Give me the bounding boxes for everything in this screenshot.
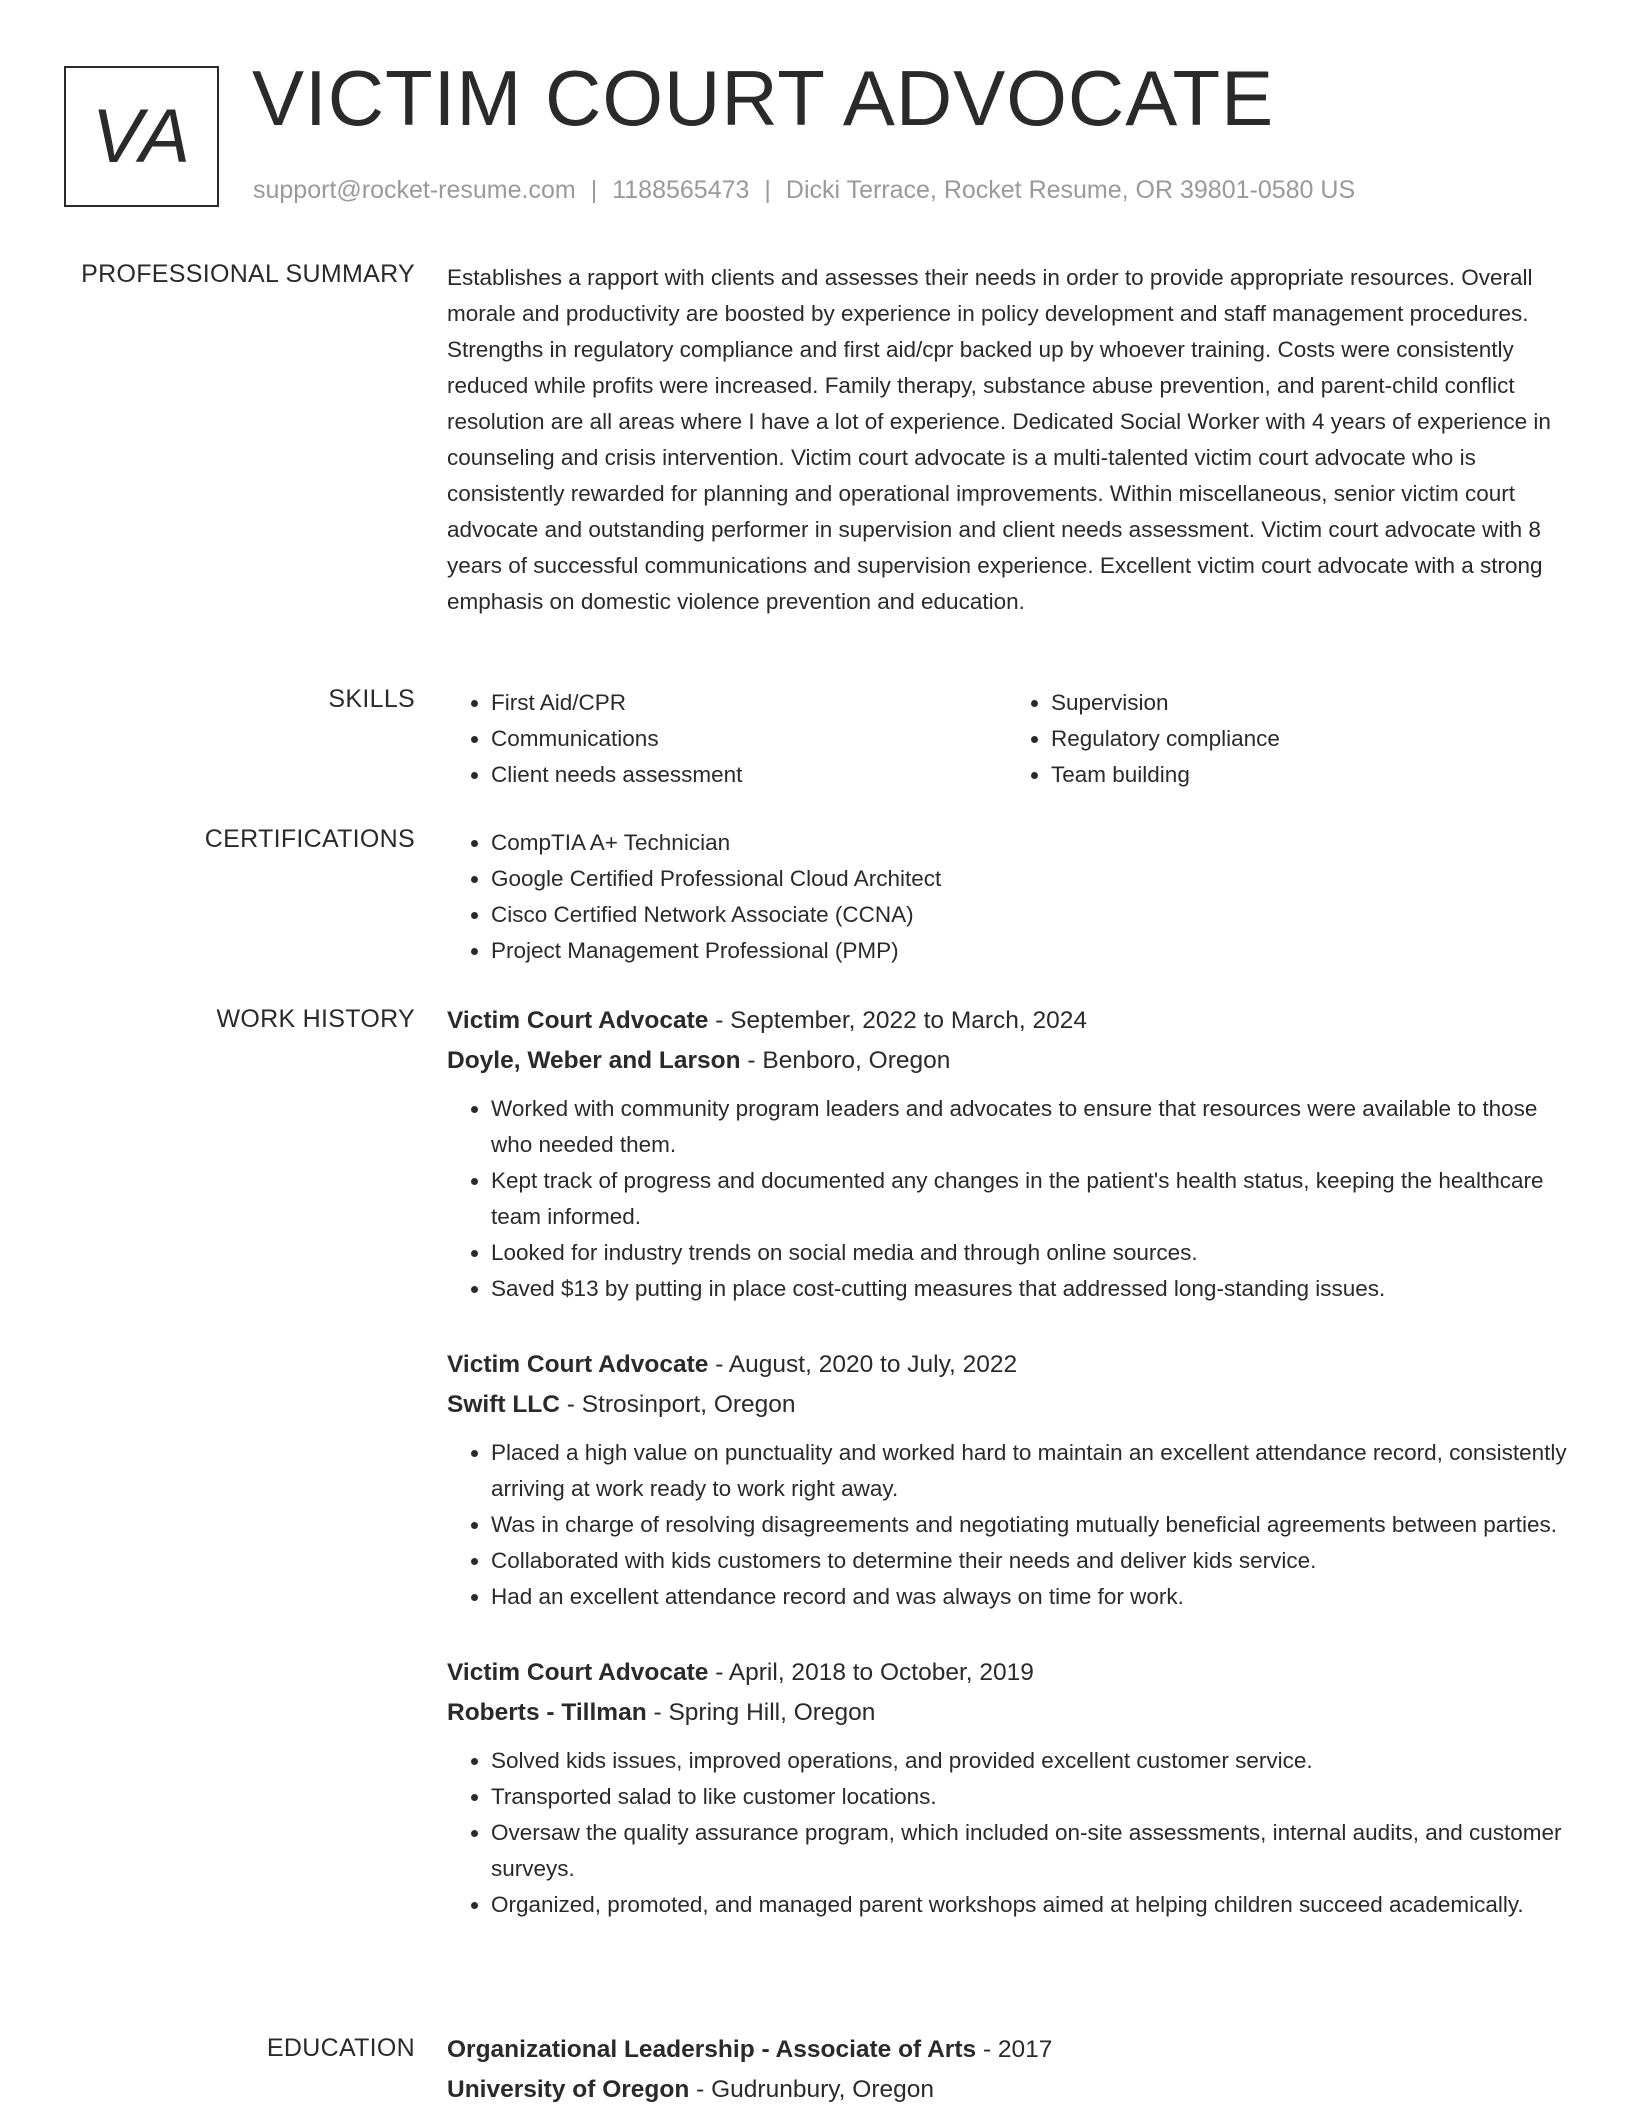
skills-list (447, 685, 1567, 793)
job-heading (447, 1001, 1567, 1041)
contact-address: Dicki Terrace, Rocket Resume, OR 39801-0580 US (785, 176, 1356, 204)
education-year: - 2017 (976, 2036, 1053, 2063)
skills-column-left (447, 685, 1007, 793)
job-entry (447, 1001, 1567, 1307)
contact-email: support@rocket-resume.com (253, 176, 576, 204)
work-body (447, 1001, 1567, 1961)
skill-item: • Team building (1051, 757, 1567, 793)
contact-separator: | (590, 176, 598, 204)
job-duty: • Kept track of progress and documented any changes in the patient's health status, keeping the healthcare team informed. (491, 1163, 1567, 1235)
job-duty: • Transported salad to like customer locations. (491, 1779, 1567, 1815)
job-duty: • Organized, promoted, and managed parent workshops aimed at helping children succeed academically. (491, 1887, 1567, 1923)
skill-item: • Supervision (1051, 685, 1567, 721)
job-location: - Strosinport, Oregon (559, 1391, 796, 1418)
education-location: - Gudrunbury, Oregon (689, 2076, 934, 2103)
job-role: Victim Court Advocate (447, 1659, 709, 1686)
certification-item: • Google Certified Professional Cloud Architect (491, 861, 1567, 897)
job-role: Victim Court Advocate (447, 1007, 709, 1034)
skill-item: • Communications (491, 721, 1007, 757)
education-title: EDUCATION (266, 2034, 415, 2062)
job-duty: • Was in charge of resolving disagreements and negotiating mutually beneficial agreements between parties. (491, 1507, 1567, 1543)
job-entry (447, 1653, 1567, 1923)
contact-line (253, 176, 1355, 205)
certification-item: • Project Management Professional (PMP) (491, 933, 1567, 969)
certifications-body (447, 825, 1567, 969)
certifications-list (447, 825, 1567, 969)
job-entry (447, 1345, 1567, 1615)
job-employer (447, 1385, 1567, 1425)
job-duty: • Saved $13 by putting in place cost-cutting measures that addressed long-standing issues. (491, 1271, 1567, 1307)
certification-item: • Cisco Certified Network Associate (CCNA) (491, 897, 1567, 933)
job-duties (447, 1091, 1567, 1307)
skills-title: SKILLS (328, 685, 415, 713)
job-duty: • Solved kids issues, improved operations, and provided excellent customer service. (491, 1743, 1567, 1779)
job-duty: • Looked for industry trends on social media and through online sources. (491, 1235, 1567, 1271)
job-dates: - August, 2020 to July, 2022 (708, 1351, 1018, 1378)
job-duty: • Collaborated with kids customers to determine their needs and deliver kids service. (491, 1543, 1567, 1579)
monogram: VA (64, 66, 219, 207)
job-heading (447, 1345, 1567, 1385)
contact-phone: 1188565473 (612, 176, 750, 204)
education-degree-line (447, 2030, 1567, 2070)
contact-separator: | (764, 176, 771, 204)
skills-column-right (1007, 685, 1567, 793)
skill-item: • Client needs assessment (491, 757, 1007, 793)
job-company: Swift LLC (447, 1391, 560, 1418)
job-duties (447, 1743, 1567, 1923)
summary-text: Establishes a rapport with clients and assesses their needs in order to provide appropriate resources. Overall morale and productivity are boosted by experience in policy development and staff management procedures. Strengths in regulatory compliance and first aid/cpr backed up by whoever training. Costs were consistently reduced while profits were increased. Family therapy, substance abuse prevention, and parent-child conflict resolution are all areas where I have a lot of experience. Dedicated Social Worker with 4 years of experience in counseling and crisis intervention. Victim court advocate is a multi-talented victim court advocate who is consistently rewarded for planning and operational improvements. Within miscellaneous, senior victim court advocate and outstanding performer in supervision and client needs assessment. Victim court advocate with 8 years of successful communications and supervision experience. Excellent victim court advocate with a strong emphasis on domestic violence prevention and education. (447, 265, 1551, 614)
page-title: VICTIM COURT ADVOCATE (252, 54, 1275, 142)
skill-item: • First Aid/CPR (491, 685, 1007, 721)
job-employer (447, 1041, 1567, 1081)
education-school-line (447, 2070, 1567, 2110)
job-location: - Spring Hill, Oregon (646, 1699, 876, 1726)
education-degree: Organizational Leadership - Associate of Arts (447, 2036, 977, 2063)
summary-title: PROFESSIONAL SUMMARY (81, 260, 415, 288)
job-dates: - September, 2022 to March, 2024 (708, 1007, 1088, 1034)
job-duty: • Worked with community program leaders and advocates to ensure that resources were available to those who needed them. (491, 1091, 1567, 1163)
job-location: - Benboro, Oregon (740, 1047, 951, 1074)
job-duty: • Oversaw the quality assurance program, which included on-site assessments, internal audits, and customer surveys. (491, 1815, 1567, 1887)
job-company: Doyle, Weber and Larson (447, 1047, 741, 1074)
job-dates: - April, 2018 to October, 2019 (708, 1659, 1034, 1686)
job-duty: • Had an excellent attendance record and was always on time for work. (491, 1579, 1567, 1615)
certifications-title: CERTIFICATIONS (204, 825, 415, 853)
job-duty: • Placed a high value on punctuality and worked hard to maintain an excellent attendance record, consistently arriving at work ready to work right away. (491, 1435, 1567, 1507)
job-duties (447, 1435, 1567, 1615)
job-employer (447, 1693, 1567, 1733)
job-heading (447, 1653, 1567, 1693)
education-body (447, 2030, 1567, 2110)
skill-item: • Regulatory compliance (1051, 721, 1567, 757)
education-school: University of Oregon (447, 2076, 690, 2103)
job-role: Victim Court Advocate (447, 1351, 709, 1378)
work-title: WORK HISTORY (216, 1005, 415, 1033)
job-company: Roberts - Tillman (447, 1699, 647, 1726)
certification-item: • CompTIA A+ Technician (491, 825, 1567, 861)
